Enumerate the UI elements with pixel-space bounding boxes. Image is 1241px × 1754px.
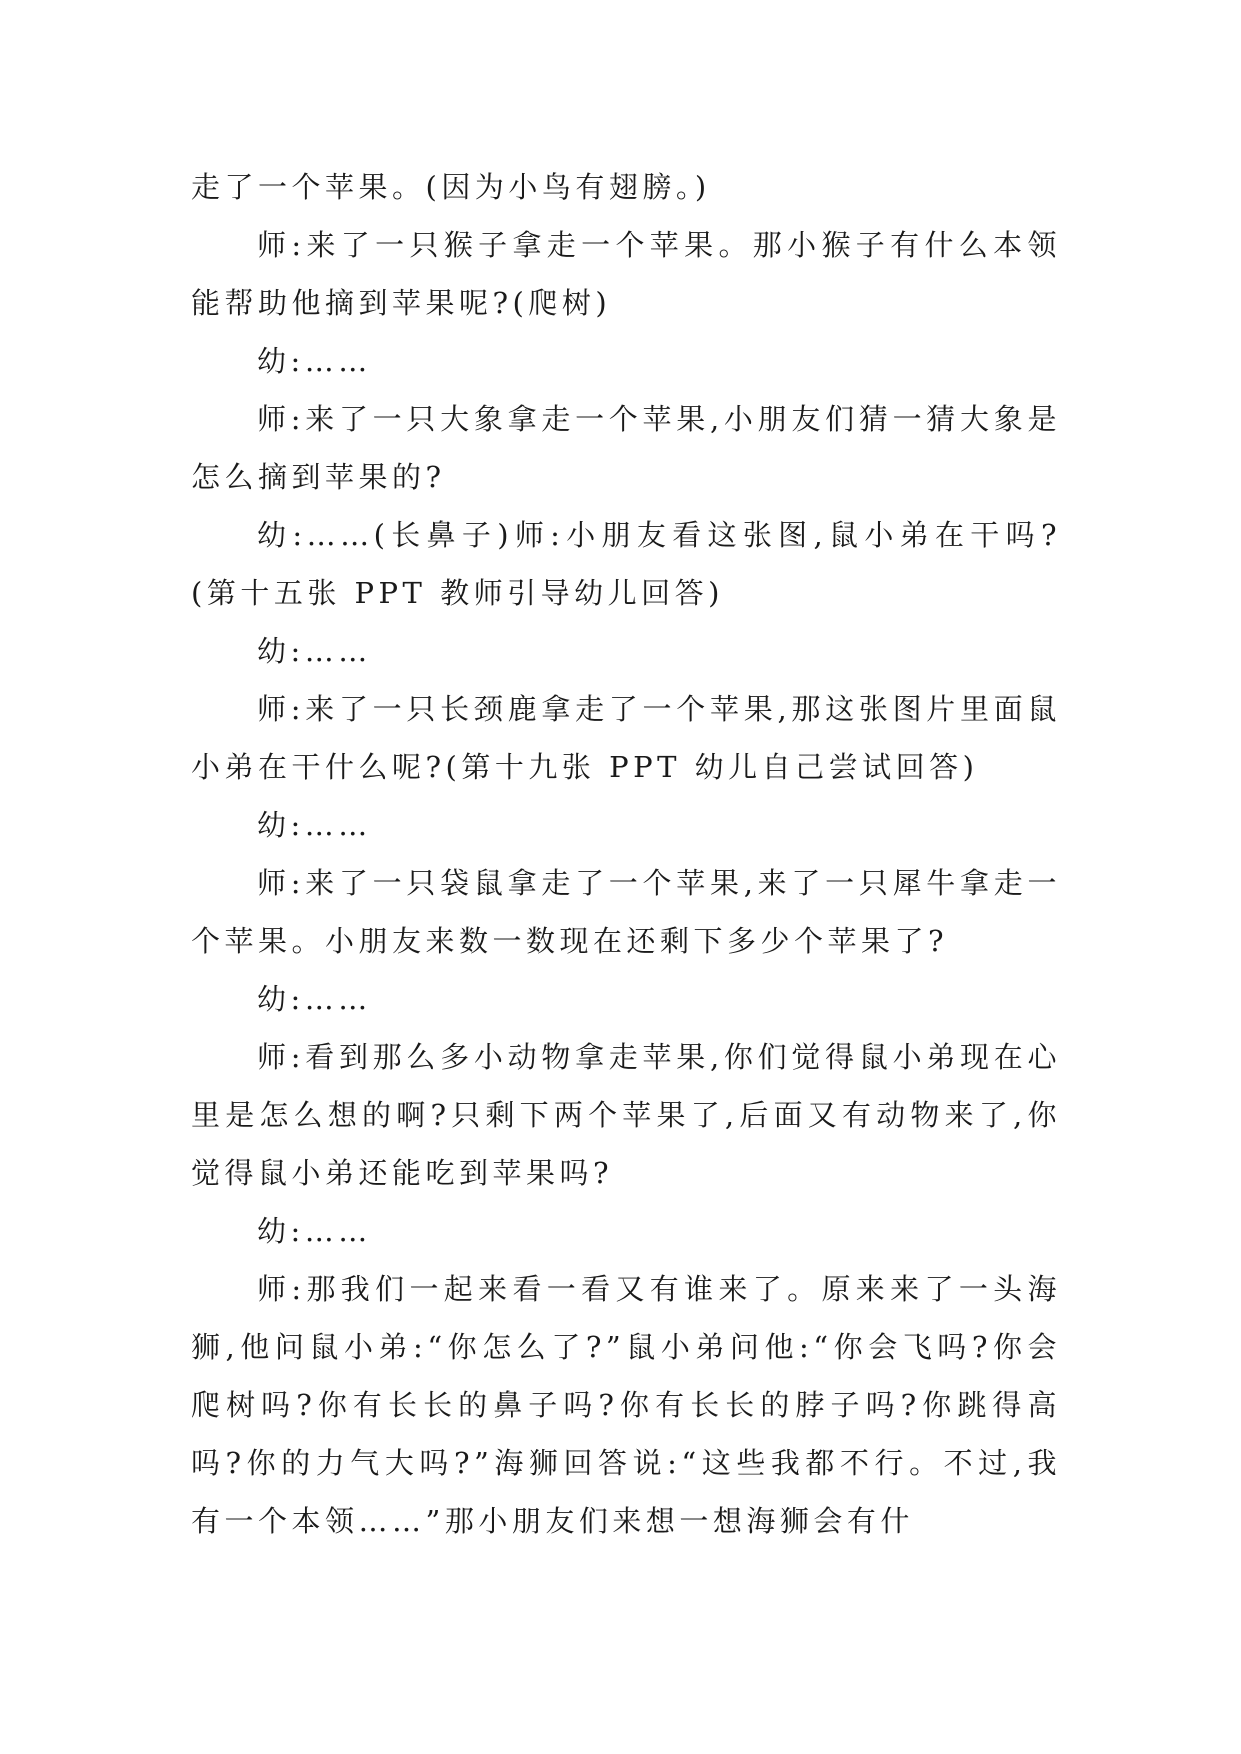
paragraph-6: 幼:…… <box>257 634 372 668</box>
paragraph-12: 幼:…… <box>257 1214 372 1248</box>
paragraph-2: 师:来了一只猴子拿走一个苹果。那小猴子有什么本领能帮助他摘到苹果呢?(爬树) <box>191 228 1061 320</box>
paragraph-3: 幼:…… <box>257 344 372 378</box>
paragraph-4: 师:来了一只大象拿走一个苹果,小朋友们猜一猜大象是怎么摘到苹果的? <box>191 402 1061 494</box>
paragraph-9: 师:来了一只袋鼠拿走了一个苹果,来了一只犀牛拿走一个苹果。小朋友来数一数现在还剩下多少个苹果了? <box>191 866 1061 958</box>
paragraph-8: 幼:…… <box>257 808 372 842</box>
paragraph-5: 幼:……(长鼻子)师:小朋友看这张图,鼠小弟在干吗?(第十五张 PPT 教师引导幼儿回答) <box>191 518 1061 610</box>
document-body <box>191 158 1061 1550</box>
paragraph-1: 走了一个苹果。(因为小鸟有翅膀。) <box>191 170 711 204</box>
paragraph-10: 幼:…… <box>257 982 372 1016</box>
paragraph-13: 师:那我们一起来看一看又有谁来了。原来来了一头海狮,他问鼠小弟:“你怎么了?”鼠小弟问他:“你会飞吗?你会爬树吗?你有长长的鼻子吗?你有长长的脖子吗?你跳得高吗?你的力气大吗?”海狮回答说:“这些我都不行。不过,我有一个本领……”那小朋友们来想一想海狮会有什 <box>191 1272 1061 1538</box>
paragraph-11: 师:看到那么多小动物拿走苹果,你们觉得鼠小弟现在心里是怎么想的啊?只剩下两个苹果了,后面又有动物来了,你觉得鼠小弟还能吃到苹果吗? <box>191 1040 1061 1190</box>
paragraph-7: 师:来了一只长颈鹿拿走了一个苹果,那这张图片里面鼠小弟在干什么呢?(第十九张 PPT 幼儿自己尝试回答) <box>191 692 1061 784</box>
